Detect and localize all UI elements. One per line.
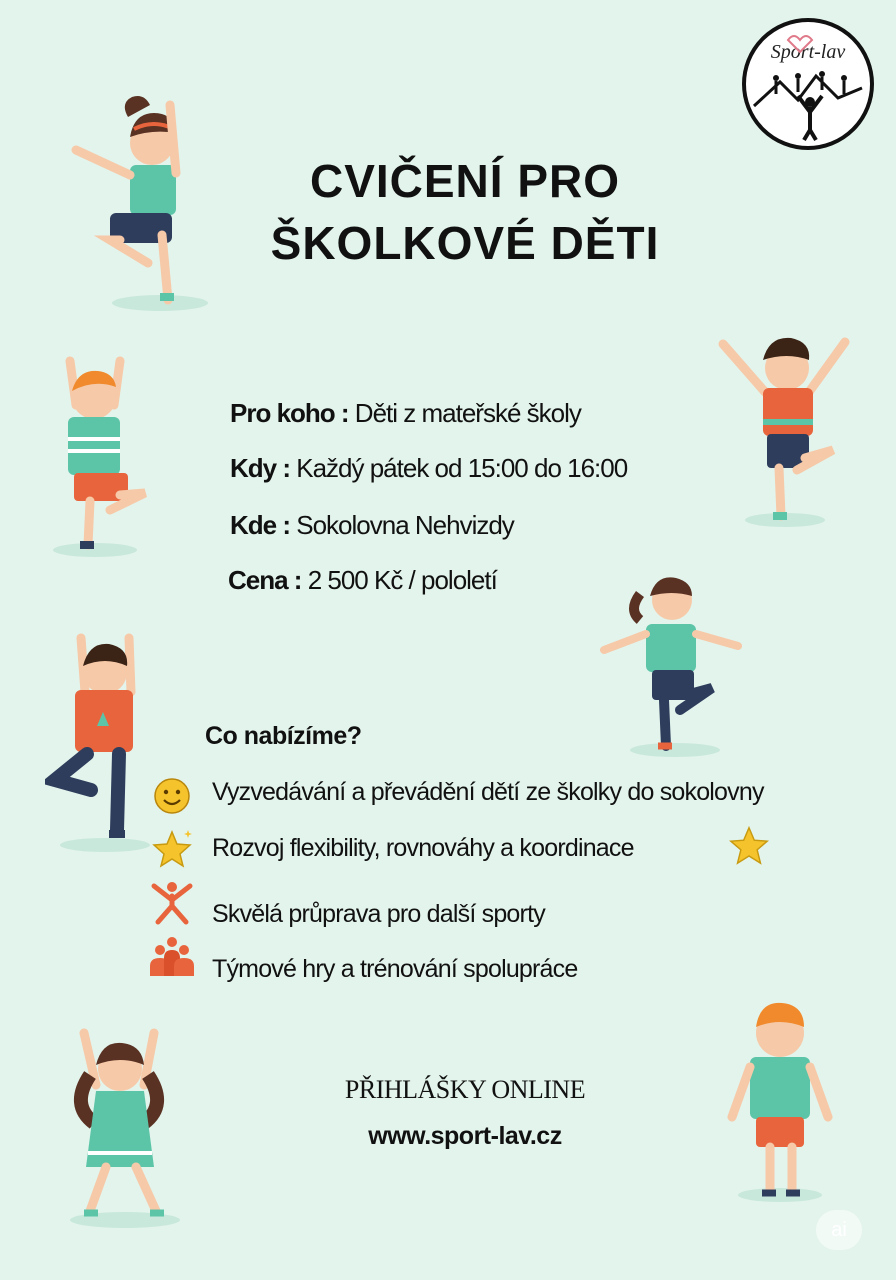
kid-illustration [40,355,210,575]
star-icon [726,822,772,868]
offer-item: Vyzvedávání a převádění dětí ze školky do sokolovny [212,778,764,806]
team-icon [148,932,196,980]
info-row-when [230,453,627,484]
kid-illustration [718,995,888,1215]
info-value: Sokolovna Nehvizdy [296,510,514,540]
info-value: 2 500 Kč / pololetí [307,565,497,595]
ai-badge: ai [816,1210,862,1250]
signup-label: PŘIHLÁŠKY ONLINE [344,1075,586,1104]
kid-illustration [45,630,215,850]
kid-illustration [715,330,885,550]
info-label: Pro koho : [230,398,349,428]
kid-illustration [70,95,240,315]
jumping-person-icon [148,878,196,926]
info-value: Každý pátek od 15:00 do 16:00 [296,453,628,483]
info-label: Kdy : [230,453,290,483]
offer-item: Týmové hry a trénování spolupráce [212,955,578,983]
logo-text: Sport-lav [770,41,846,63]
kid-illustration [60,1025,230,1245]
title-line-1: CVIČENÍ PRO [309,155,621,207]
offer-item: Rozvoj flexibility, rovnováhy a koordinace [212,834,634,862]
info-row-audience [230,398,581,429]
title-line-2: ŠKOLKOVÉ DĚTI [270,217,660,269]
info-row-where [230,510,514,541]
info-label: Cena : [228,565,302,595]
info-label: Kde : [230,510,290,540]
offer-item: Skvělá průprava pro další sporty [212,900,545,928]
offer-heading: Co nabízíme? [205,722,362,750]
info-row-price [228,565,497,596]
info-value: Děti z mateřské školy [354,398,581,428]
logo [740,16,876,152]
website-link[interactable]: www.sport-lav.cz [368,1122,562,1150]
page-title [150,150,780,274]
kid-illustration [600,570,770,790]
